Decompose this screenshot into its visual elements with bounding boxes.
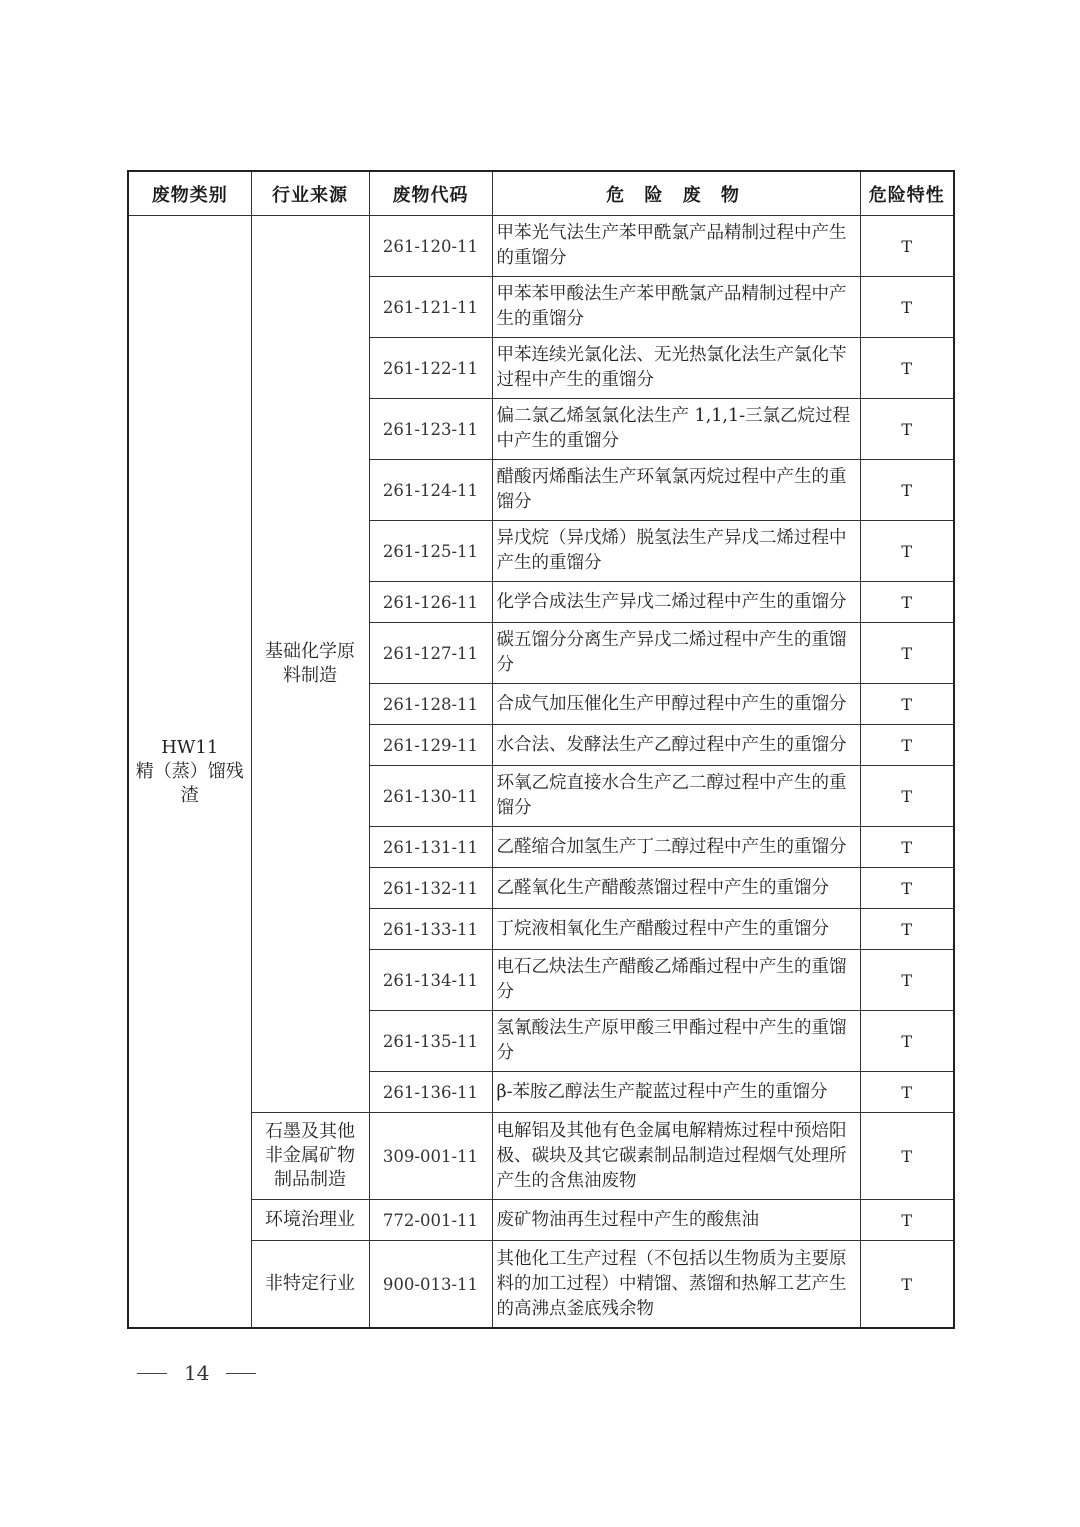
footer-dash-left [137, 1373, 167, 1374]
waste-description: 合成气加压催化生产甲醇过程中产生的重馏分 [492, 684, 860, 725]
hazard-property: T [860, 1241, 954, 1329]
header-hazard: 危险特性 [860, 171, 954, 216]
table-row [128, 1241, 954, 1329]
industry-graphite: 石墨及其他非金属矿物制品制造 [251, 1113, 369, 1200]
waste-description: 偏二氯乙烯氢氯化法生产 1,1,1-三氯乙烷过程中产生的重馏分 [492, 399, 860, 460]
category-cell [128, 216, 251, 1329]
footer-dash-right [226, 1373, 256, 1374]
waste-code: 261-133-11 [369, 909, 492, 950]
waste-code: 261-128-11 [369, 684, 492, 725]
hazardous-waste-table [127, 170, 955, 1329]
category-name: 精（蒸）馏残渣 [135, 760, 244, 806]
waste-code: 261-130-11 [369, 766, 492, 827]
hazard-property: T [860, 909, 954, 950]
waste-description: 醋酸丙烯酯法生产环氧氯丙烷过程中产生的重馏分 [492, 460, 860, 521]
waste-description: 丁烷液相氧化生产醋酸过程中产生的重馏分 [492, 909, 860, 950]
hazard-property: T [860, 684, 954, 725]
waste-code: 261-123-11 [369, 399, 492, 460]
hazard-property: T [860, 1200, 954, 1241]
waste-code: 261-132-11 [369, 868, 492, 909]
waste-code: 900-013-11 [369, 1241, 492, 1329]
hazard-property: T [860, 399, 954, 460]
table-header-row [128, 171, 954, 216]
waste-code: 261-124-11 [369, 460, 492, 521]
waste-description: 异戊烷（异戊烯）脱氢法生产异戊二烯过程中产生的重馏分 [492, 521, 860, 582]
hazard-property: T [860, 338, 954, 399]
hazard-property: T [860, 582, 954, 623]
category-code: HW11 [161, 736, 219, 758]
waste-code: 772-001-11 [369, 1200, 492, 1241]
waste-description: 乙醛氧化生产醋酸蒸馏过程中产生的重馏分 [492, 868, 860, 909]
hazard-property: T [860, 827, 954, 868]
industry-env: 环境治理业 [251, 1200, 369, 1241]
hazard-property: T [860, 1072, 954, 1113]
waste-description: 水合法、发酵法生产乙醇过程中产生的重馏分 [492, 725, 860, 766]
waste-code: 261-122-11 [369, 338, 492, 399]
header-waste: 危 险 废 物 [492, 171, 860, 216]
waste-description: 甲苯连续光氯化法、无光热氯化法生产氯化苄过程中产生的重馏分 [492, 338, 860, 399]
hazard-property: T [860, 1113, 954, 1200]
waste-description: β-苯胺乙醇法生产靛蓝过程中产生的重馏分 [492, 1072, 860, 1113]
waste-description: 甲苯苯甲酸法生产苯甲酰氯产品精制过程中产生的重馏分 [492, 277, 860, 338]
waste-description: 乙醛缩合加氢生产丁二醇过程中产生的重馏分 [492, 827, 860, 868]
hazard-property: T [860, 950, 954, 1011]
waste-code: 261-121-11 [369, 277, 492, 338]
waste-code: 261-126-11 [369, 582, 492, 623]
table-row [128, 1200, 954, 1241]
waste-description: 电石乙炔法生产醋酸乙烯酯过程中产生的重馏分 [492, 950, 860, 1011]
waste-code: 261-134-11 [369, 950, 492, 1011]
waste-description: 电解铝及其他有色金属电解精炼过程中预焙阳极、碳块及其它碳素制品制造过程烟气处理所产生的含焦油废物 [492, 1113, 860, 1200]
waste-code: 261-131-11 [369, 827, 492, 868]
waste-code: 261-127-11 [369, 623, 492, 684]
waste-code: 261-125-11 [369, 521, 492, 582]
hazard-property: T [860, 277, 954, 338]
header-industry: 行业来源 [251, 171, 369, 216]
waste-code: 261-129-11 [369, 725, 492, 766]
waste-code: 261-120-11 [369, 216, 492, 277]
waste-code: 261-135-11 [369, 1011, 492, 1072]
waste-description: 其他化工生产过程（不包括以生物质为主要原料的加工过程）中精馏、蒸馏和热解工艺产生的高沸点釜底残余物 [492, 1241, 860, 1329]
waste-description: 甲苯光气法生产苯甲酰氯产品精制过程中产生的重馏分 [492, 216, 860, 277]
industry-basic-chem: 基础化学原料制造 [251, 216, 369, 1113]
table-row [128, 216, 954, 277]
hazard-property: T [860, 216, 954, 277]
hazard-property: T [860, 623, 954, 684]
waste-description: 环氧乙烷直接水合生产乙二醇过程中产生的重馏分 [492, 766, 860, 827]
hazard-property: T [860, 1011, 954, 1072]
hazard-property: T [860, 521, 954, 582]
waste-description: 化学合成法生产异戊二烯过程中产生的重馏分 [492, 582, 860, 623]
table-row [128, 1113, 954, 1200]
waste-description: 废矿物油再生过程中产生的酸焦油 [492, 1200, 860, 1241]
header-code: 废物代码 [369, 171, 492, 216]
waste-code: 309-001-11 [369, 1113, 492, 1200]
header-category: 废物类别 [128, 171, 251, 216]
page-footer [137, 1358, 256, 1388]
waste-code: 261-136-11 [369, 1072, 492, 1113]
hazard-property: T [860, 460, 954, 521]
waste-description: 氢氰酸法生产原甲酸三甲酯过程中产生的重馏分 [492, 1011, 860, 1072]
waste-description: 碳五馏分分离生产异戊二烯过程中产生的重馏分 [492, 623, 860, 684]
hazard-property: T [860, 766, 954, 827]
hazard-property: T [860, 725, 954, 766]
industry-nonspecific: 非特定行业 [251, 1241, 369, 1329]
hazard-property: T [860, 868, 954, 909]
page-number: 14 [184, 1361, 210, 1385]
